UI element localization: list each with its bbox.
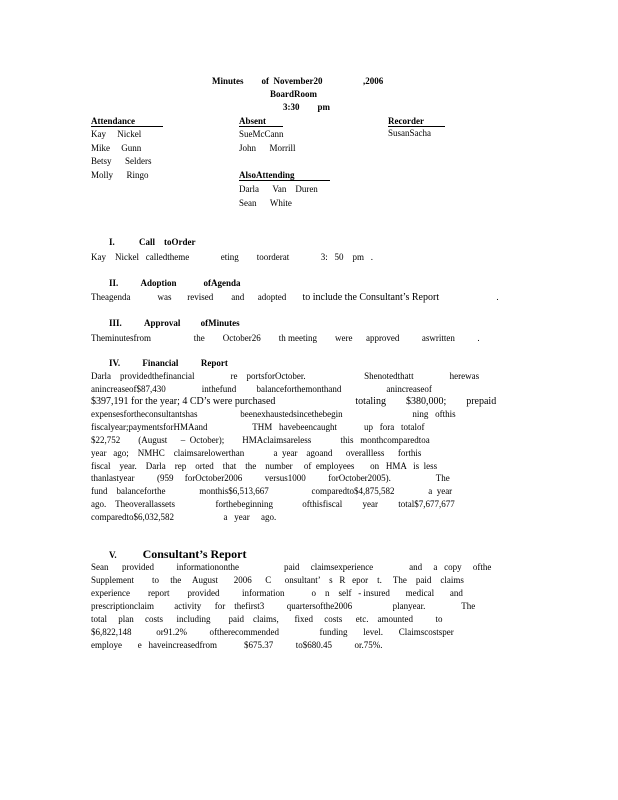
section-number: IV. xyxy=(109,358,121,368)
paragraph-line: fiscal year. Darla rep orted that the number of employees on HMA is less xyxy=(91,460,438,471)
paragraph-line: $6,822,148 or91.2% oftherecommended funding level. Claimscostsper xyxy=(91,627,454,637)
also-attending-list xyxy=(239,182,318,210)
paragraph-line: anincreaseof$87,430 inthefund balanceforthemonthand anincreaseof xyxy=(91,383,432,394)
paragraph-line: $397,191 for the year; 4 CD’s were purchased totaling $380,000; prepaid xyxy=(91,395,497,407)
attendance-label: Attendance xyxy=(91,116,135,126)
paragraph-line: thanlastyear (959 forOctober2006 versus1000 forOctober2005). The xyxy=(91,473,450,484)
recorder-name: SusanSacha xyxy=(388,128,431,138)
section-number: V. xyxy=(109,550,117,560)
meeting-location: BoardRoom xyxy=(270,89,317,99)
section-5-body xyxy=(91,561,516,652)
section-2-body xyxy=(91,291,516,304)
attendee-name: Mike Gunn xyxy=(91,142,142,153)
paragraph-line: experience report provided information o n self - insured medical and xyxy=(91,588,463,598)
attendance-list xyxy=(91,128,152,182)
paragraph-line: Sean provided informationonthe paid claimsexperience and a copy ofthe xyxy=(91,562,492,572)
recorder-label: Recorder xyxy=(388,116,424,126)
paragraph-line: Kay Nickel calledtheme eting toorderat 3: 50 pm . xyxy=(91,252,373,262)
section-1-body xyxy=(91,251,516,263)
absent-label: Absent xyxy=(239,116,267,126)
absent-heading xyxy=(239,116,283,127)
absent-list xyxy=(239,128,296,155)
paragraph-line: ago. Theoverallassets forthebeginning ofthisfiscal year total$7,677,677 xyxy=(91,498,455,509)
section-number: III. xyxy=(109,318,122,328)
section-1-heading xyxy=(109,237,196,248)
minutes-title: Minutes of November20 ,2006 xyxy=(212,76,384,86)
absent-name: SueMcCann xyxy=(239,129,284,139)
section-number: I. xyxy=(109,237,115,247)
section-title: Approval ofMinutes xyxy=(144,318,240,328)
also-attending-heading xyxy=(239,170,330,181)
paragraph-line: total plan costs including paid claims, fixed costs etc. amounted to xyxy=(91,614,443,624)
agenda-addition: to include the Consultant’s Report xyxy=(302,292,440,303)
section-3-body xyxy=(91,332,516,344)
section-2-heading xyxy=(109,278,241,289)
also-attending-name: Darla Van Duren xyxy=(239,184,318,194)
paragraph-line: Supplement to the August 2006 C onsultant’ s R epor t. The paid claims xyxy=(91,575,464,585)
attendee-name: Molly Ringo xyxy=(91,169,149,180)
paragraph-line: employe e haveincreasedfrom $675.37 to$680.45 or.75%. xyxy=(91,640,383,650)
meeting-time: 3:30 pm xyxy=(283,102,330,112)
recorder-heading xyxy=(388,116,445,127)
section-title: Adoption ofAgenda xyxy=(140,278,241,288)
paragraph-line: Theagenda was revised and adopted xyxy=(91,292,287,302)
section-4-heading xyxy=(109,358,228,369)
paragraph-line-end: . xyxy=(496,292,499,302)
paragraph-line: $22,752 (August – October); HMAclaimsareless this monthcomparedtoa xyxy=(91,434,430,445)
section-number: II. xyxy=(109,278,119,288)
attendee-name: Kay Nickel xyxy=(91,129,142,139)
section-title: Financial Report xyxy=(142,358,228,368)
paragraph-line: prescriptionclaim activity for thefirst3 quartersofthe2006 planyear. The xyxy=(91,601,476,611)
absent-name: John Morrill xyxy=(239,142,296,153)
paragraph-line: expensesfortheconsultantshas beenexhaustedsincethebegin ning ofthis xyxy=(91,409,456,420)
paragraph-line: year ago; NMHC claimsarelowerthan a year agoand overallless forthis xyxy=(91,447,422,458)
section-3-heading xyxy=(109,318,240,329)
attendance-heading xyxy=(91,116,163,127)
section-title: Consultant’s Report xyxy=(142,547,247,561)
section-title: Call toOrder xyxy=(139,237,196,247)
also-attending-name: Sean White xyxy=(239,198,292,208)
attendee-name: Betsy Selders xyxy=(91,156,152,166)
paragraph-line: Theminutesfrom the October26 th meeting were approved aswritten . xyxy=(91,333,480,343)
section-4-body xyxy=(91,370,516,524)
paragraph-line: fiscalyear;paymentsforHMAand THM havebeencaught up fora totalof xyxy=(91,422,425,433)
also-attending-label: AlsoAttending xyxy=(239,170,295,180)
paragraph-line: Darla providedthefinancial re portsforOctober. Shenotedthatt herewas xyxy=(91,371,480,381)
paragraph-line: comparedto$6,032,582 a year ago. xyxy=(91,511,277,522)
paragraph-line: fund balanceforthe monthis$6,513,667 comparedto$4,875,582 a year xyxy=(91,486,453,497)
